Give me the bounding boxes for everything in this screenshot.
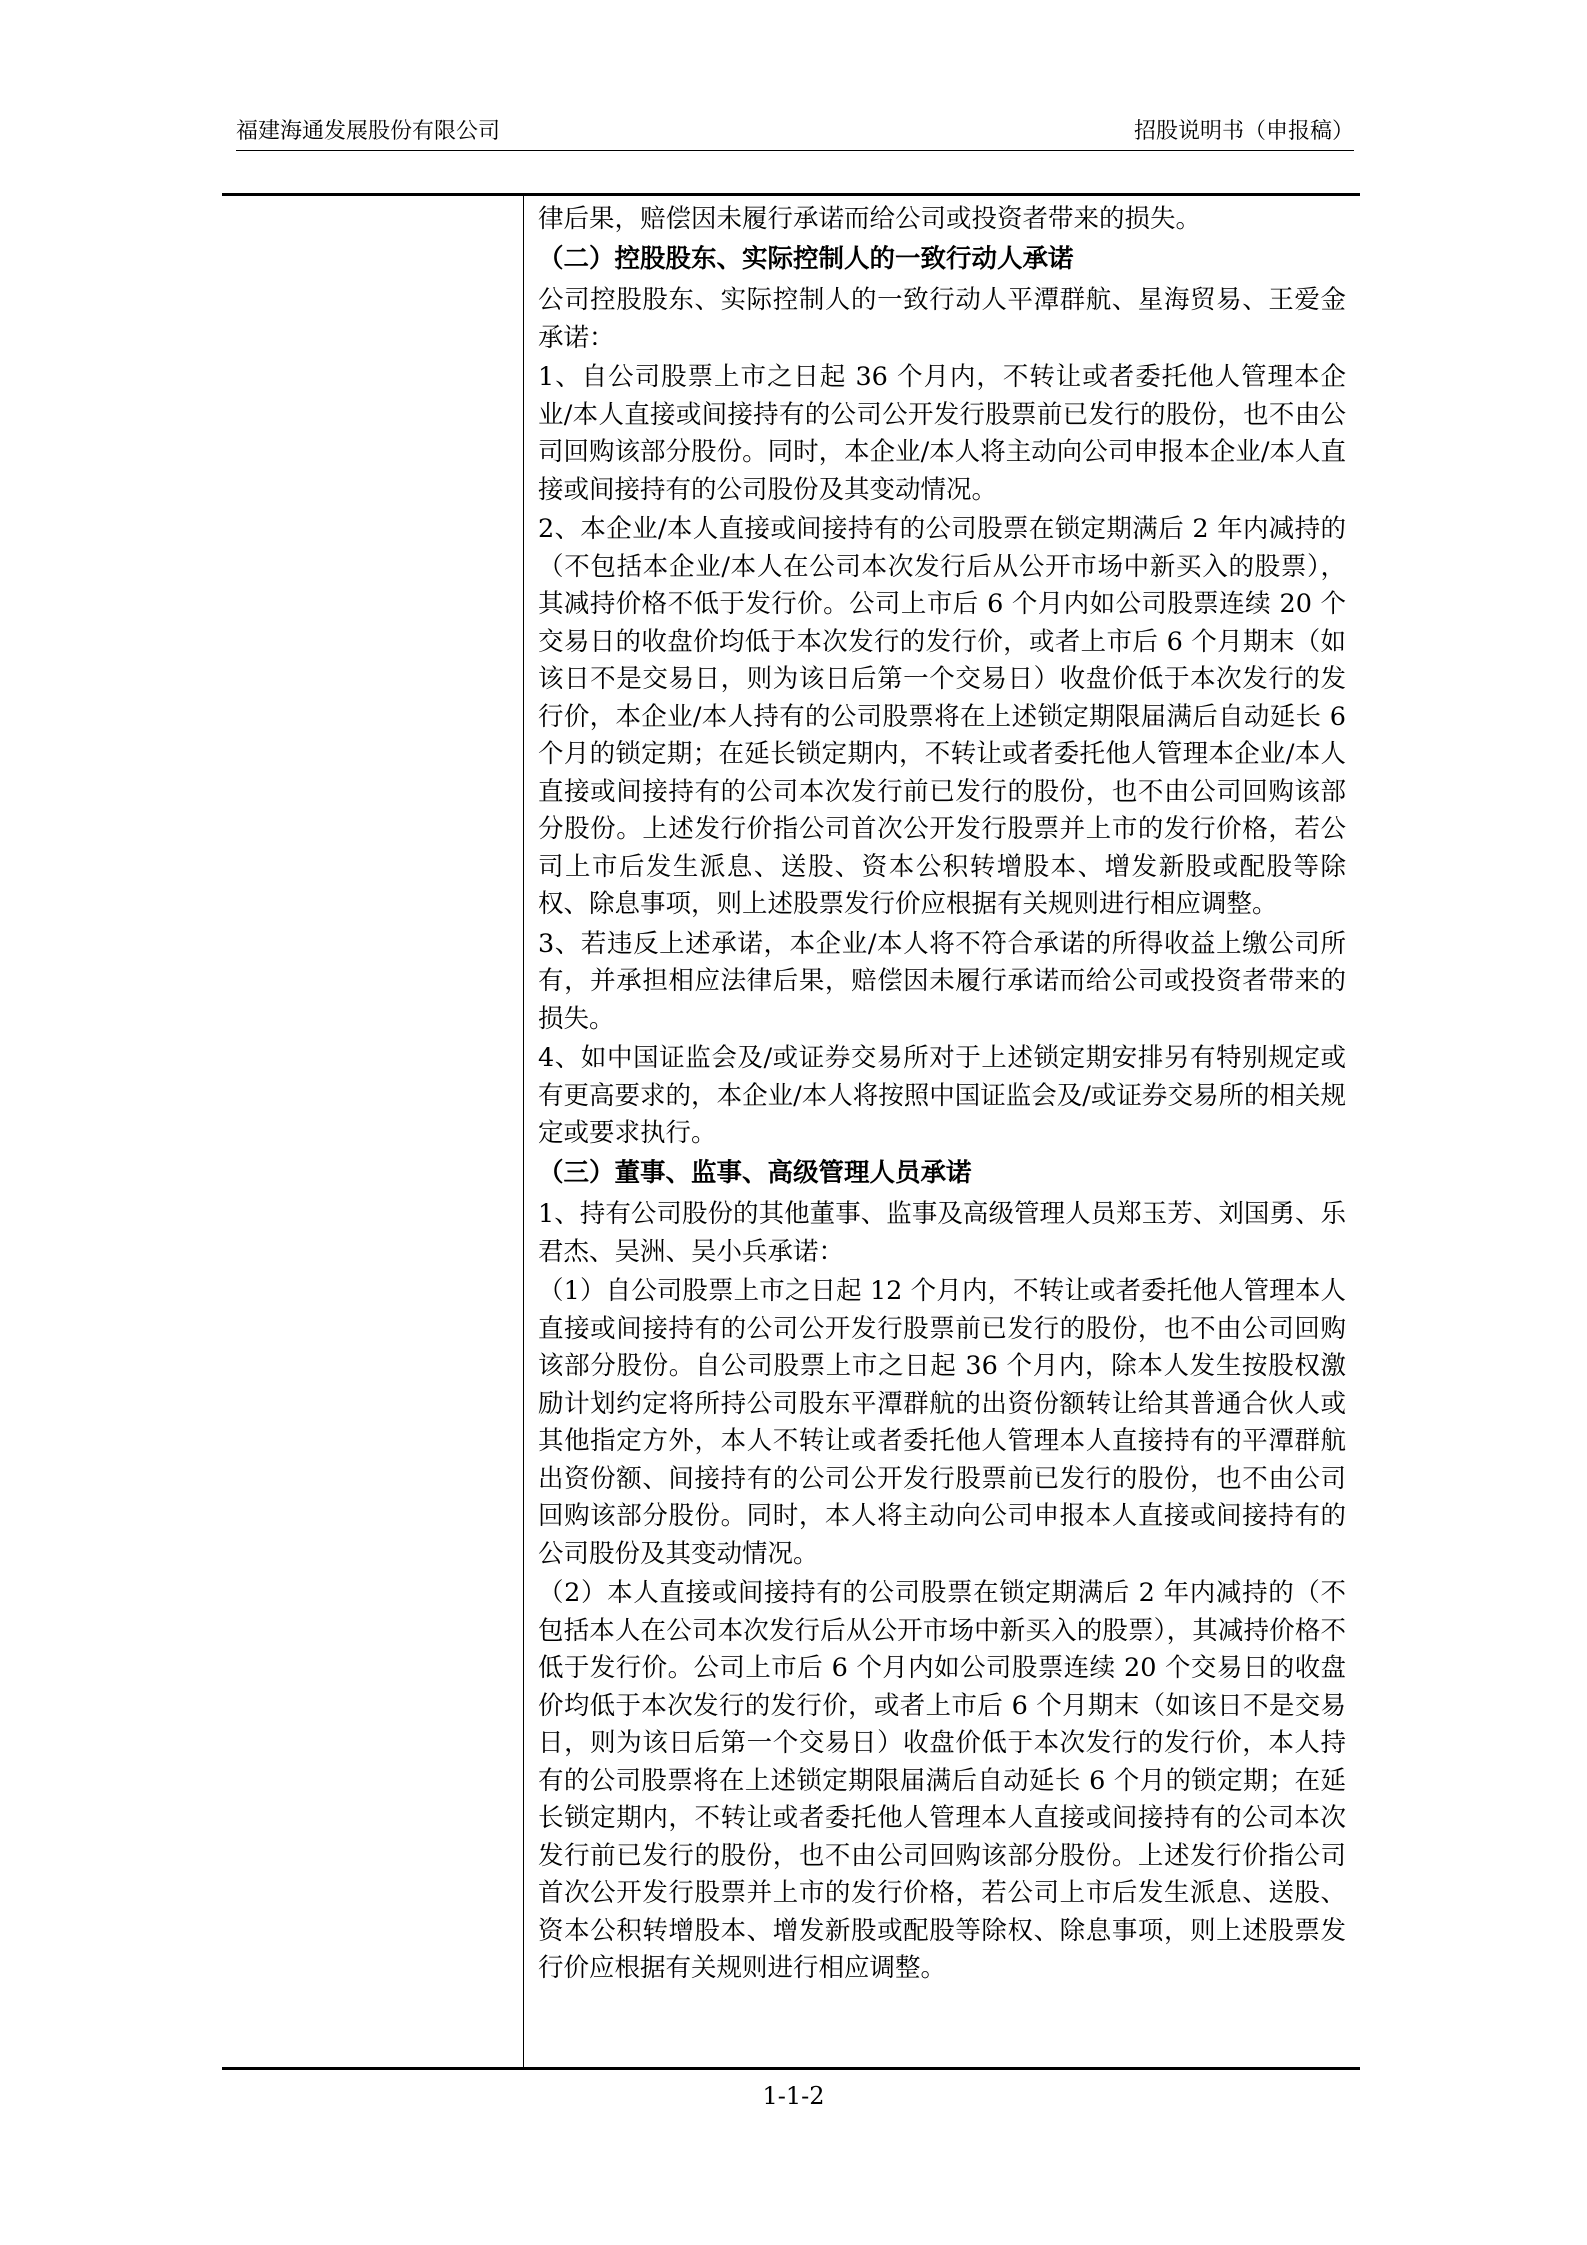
paragraph: 3、若违反上述承诺，本企业/本人将不符合承诺的所得收益上缴公司所有，并承担相应法律后果，赔偿因未履行承诺而给公司或投资者带来的损失。 <box>538 928 1346 1034</box>
document-type: 招股说明书（申报稿） <box>1133 119 1354 144</box>
paragraph: （2）本人直接或间接持有的公司股票在锁定期满后 2 年内减持的（不包括本人在公司本次发行后从公开市场中新买入的股票），其减持价格不低于发行价。公司上市后 6 个月内如公司股票连续 20 个交易日的收盘价均低于本次发行的发行价，或者上市后 6 个月期末（如该日不是交易日，则为该日后第一个交易日）收盘价低于本次发行的发行价，本人持有的公司股票将在上述锁定期限届满后自动延长 6 个月的锁定期；在延长锁定期内，不转让或者委托他人管理本人直接或间接持有的公司本次发行前已发行的股份，也不由公司回购该部分股份。上述发行价指公司首次公开发行股票并上市的发行价格，若公司上市后发生派息、送股、资本公积转增股本、增发新股或配股等除权、除息事项，则上述股票发行价应根据有关规则进行相应调整。 <box>538 1578 1346 1983</box>
section-heading-2: （二）控股股东、实际控制人的一致行动人承诺 <box>538 243 1074 274</box>
paragraph: 4、如中国证监会及/或证券交易所对于上述锁定期安排另有特别规定或有更高要求的，本企业/本人将按照中国证监会及/或证券交易所的相关规定或要求执行。 <box>538 1043 1346 1148</box>
table-column-divider <box>523 196 524 2067</box>
paragraph: （1）自公司股票上市之日起 12 个月内，不转让或者委托他人管理本人直接或间接持有的公司公开发行股票前已发行的股份，也不由公司回购该部分股份。自公司股票上市之日起 36 个月内，除本人发生按股权激励计划约定将所持公司股东平潭群航的出资份额转让给其普通合伙人或其他指定方外，本人不转让或者委托他人管理本人直接持有的平潭群航出资份额、间接持有的公司公开发行股票前已发行的股份，也不由公司回购该部分股份。同时，本人将主动向公司申报本人直接或间接持有的公司股份及其变动情况。 <box>538 1276 1346 1569</box>
table-content-cell <box>538 201 1346 1990</box>
paragraph-continuation: 律后果，赔偿因未履行承诺而给公司或投资者带来的损失。 <box>538 204 1202 234</box>
page-number: 1-1-2 <box>762 2082 825 2110</box>
page-header <box>236 112 1354 151</box>
commitment-table <box>222 193 1360 2070</box>
paragraph: 公司控股股东、实际控制人的一致行动人平潭群航、星海贸易、王爱金承诺： <box>538 285 1346 353</box>
paragraph: 1、自公司股票上市之日起 36 个月内，不转让或者委托他人管理本企业/本人直接或间接持有的公司公开发行股票前已发行的股份，也不由公司回购该部分股份。同时，本企业/本人将主动向公司申报本企业/本人直接或间接持有的公司股份及其变动情况。 <box>538 362 1346 505</box>
table-left-cell <box>222 196 523 2067</box>
company-name: 福建海通发展股份有限公司 <box>236 119 501 144</box>
paragraph: 2、本企业/本人直接或间接持有的公司股票在锁定期满后 2 年内减持的（不包括本企业/本人在公司本次发行后从公开市场中新买入的股票），其减持价格不低于发行价。公司上市后 6 个月内如公司股票连续 20 个交易日的收盘价均低于本次发行的发行价，或者上市后 6 个月期末（如该日不是交易日，则为该日后第一个交易日）收盘价低于本次发行的发行价，本企业/本人持有的公司股票将在上述锁定期限届满后自动延长 6 个月的锁定期；在延长锁定期内，不转让或者委托他人管理本企业/本人直接或间接持有的公司本次发行前已发行的股份，也不由公司回购该部分股份。上述发行价指公司首次公开发行股票并上市的发行价格，若公司上市后发生派息、送股、资本公积转增股本、增发新股或配股等除权、除息事项，则上述股票发行价应根据有关规则进行相应调整。 <box>538 514 1346 919</box>
paragraph: 1、持有公司股份的其他董事、监事及高级管理人员郑玉芳、刘国勇、乐君杰、吴洲、吴小兵承诺： <box>538 1199 1346 1267</box>
section-heading-3: （三）董事、监事、高级管理人员承诺 <box>538 1157 972 1188</box>
